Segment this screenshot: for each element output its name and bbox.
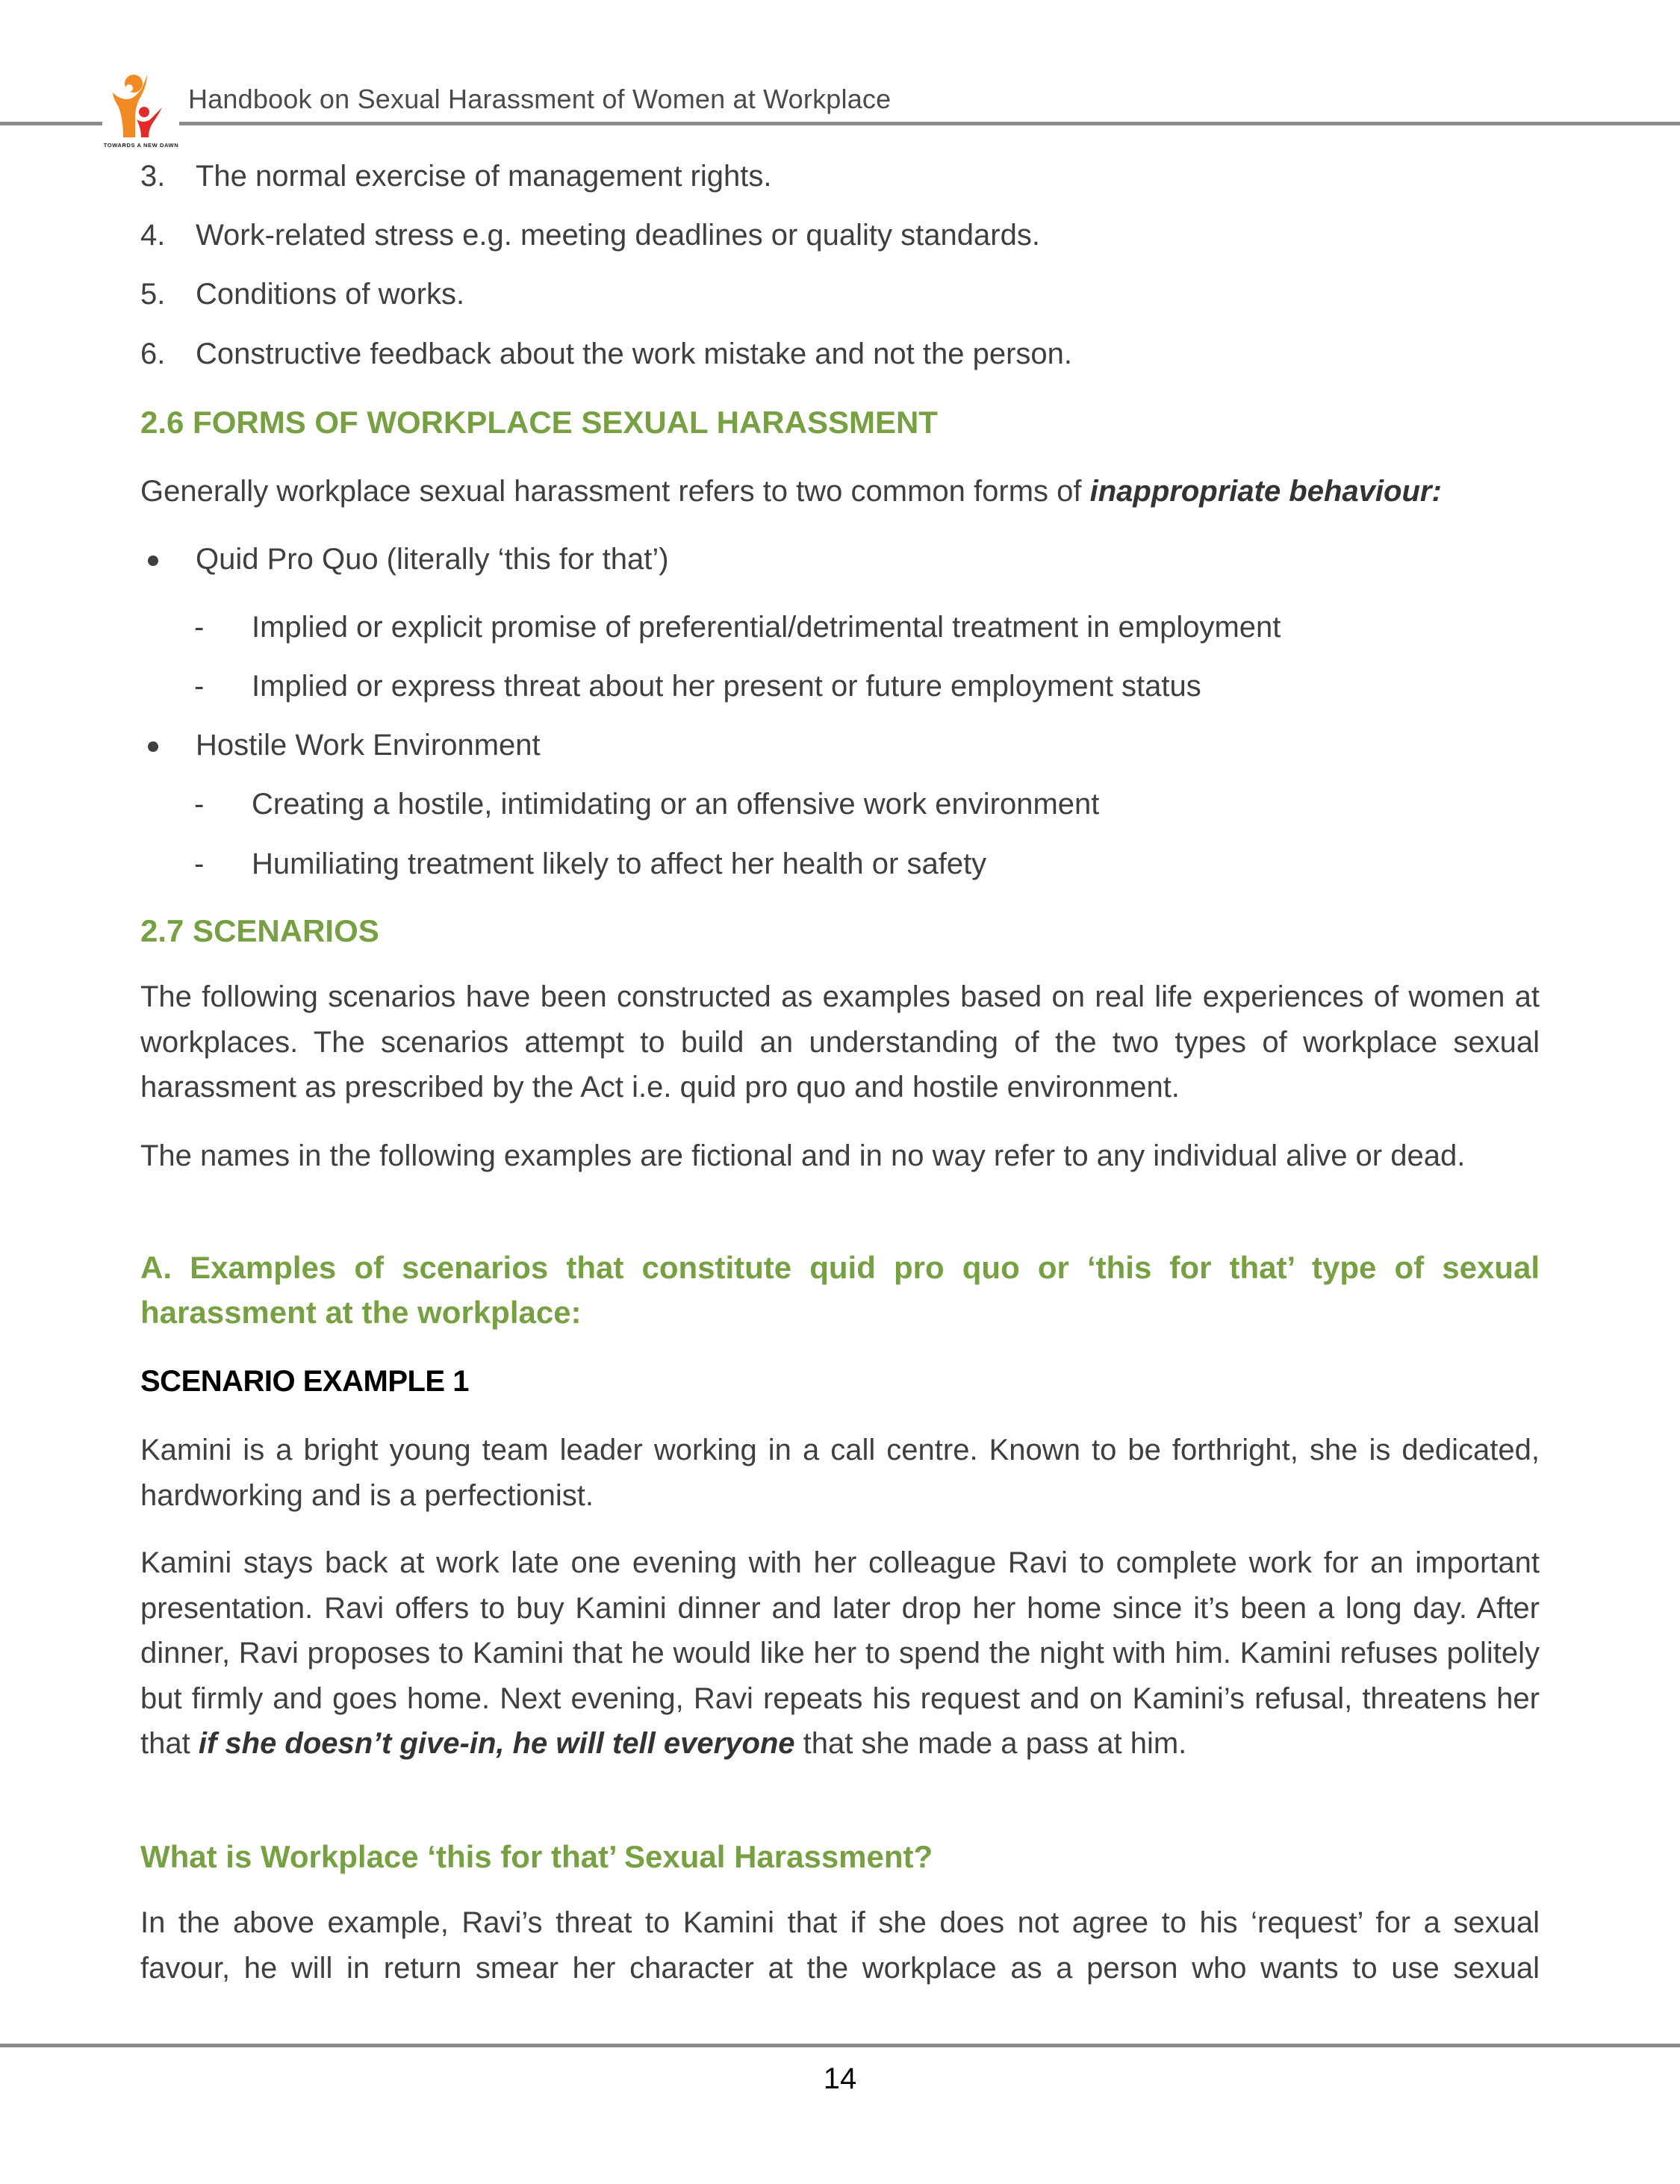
answer-paragraph: In the above example, Ravi’s threat to Kamini that if she does not agree to his ‘request’ for a sexual favour, he will in return smear her character at the workplace as a person who wants to use sexual xyxy=(140,1906,1540,1985)
question-heading: What is Workplace ‘this for that’ Sexual Harassment? xyxy=(140,1839,933,1874)
scenarios-intro-paragraph: The following scenarios have been constructed as examples based on real life experiences of women at workplaces. The scenarios attempt to build an understanding of the two types of workplace sexual harassment as prescribed by the Act i.e. quid pro quo and hostile environment. xyxy=(140,980,1540,1104)
scenario-p2-text-end: that she made a pass at him. xyxy=(794,1727,1187,1760)
section-heading-2-7: 2.7 SCENARIOS xyxy=(140,913,379,948)
footer-rule xyxy=(0,2044,1680,2047)
fictional-names-paragraph: The names in the following examples are fictional and in no way refer to any individual alive or dead. xyxy=(140,1139,1466,1172)
list-item: Conditions of works. xyxy=(196,278,465,311)
bullet-item-quid-pro-quo: Quid Pro Quo (literally ‘this for that’) xyxy=(196,543,669,576)
scenario-p2-emphasis: if she doesn’t give-in, he will tell everyone xyxy=(198,1727,795,1760)
sub-item: Humiliating treatment likely to affect her health or safety xyxy=(252,847,987,880)
sub-item: Implied or express threat about her present or future employment status xyxy=(252,670,1201,703)
sub-item: Creating a hostile, intimidating or an offensive work environment xyxy=(252,788,1100,821)
scenario-paragraph-2 xyxy=(140,1540,1540,1767)
forms-intro-paragraph xyxy=(140,475,1442,508)
list-number: 4. xyxy=(140,219,166,252)
list-number: 5. xyxy=(140,278,166,311)
header-rule-right xyxy=(179,122,1680,125)
logo-tagline: TOWARDS A NEW DAWN xyxy=(103,142,179,149)
subheading-a xyxy=(140,1245,1540,1335)
intro-emphasis: inappropriate behaviour: xyxy=(1089,475,1442,508)
list-item: The normal exercise of management rights. xyxy=(196,160,772,193)
scenario-paragraph-1: Kamini is a bright young team leader working in a call centre. Known to be forthright, she is dedicated, hardworking and is a perfectionist. xyxy=(140,1434,1540,1512)
scenario-p2-text: Kamini stays back at work late one evening with her colleague Ravi to complete work for an important presentation. Ravi offers to buy Kamini dinner and later drop her home since it’s been a long day. After dinner, Ravi proposes to Kamini that he would like her to spend the night with him. Kamini refuses politely but firmly and goes home. Next evening, Ravi repeats his request and on Kamini’s refusal, threatens her that xyxy=(140,1546,1540,1760)
intro-text: Generally workplace sexual harassment refers to two common forms of xyxy=(140,475,1090,508)
list-number: 3. xyxy=(140,160,166,193)
subheading-a-text: A. Examples of scenarios that constitute quid pro quo or ‘this for that’ type of sexual harassment at the workplace: xyxy=(140,1250,1540,1330)
organization-logo xyxy=(102,69,180,151)
list-item: Work-related stress e.g. meeting deadlines or quality standards. xyxy=(196,219,1040,252)
bullet-item-hostile-environment: Hostile Work Environment xyxy=(196,729,541,762)
dash-icon: - xyxy=(194,788,205,821)
page-number: 14 xyxy=(823,2062,857,2095)
dash-icon: - xyxy=(194,670,205,703)
bullet-dot-icon xyxy=(148,741,158,752)
section-heading-2-6: 2.6 FORMS OF WORKPLACE SEXUAL HARASSMENT xyxy=(140,405,938,440)
list-item: Constructive feedback about the work mistake and not the person. xyxy=(196,337,1073,370)
bullet-dot-icon xyxy=(148,556,158,566)
list-number: 6. xyxy=(140,337,166,370)
dash-icon: - xyxy=(194,847,205,880)
dash-icon: - xyxy=(194,611,205,644)
scenario-example-title: SCENARIO EXAMPLE 1 xyxy=(140,1365,469,1398)
sub-item: Implied or explicit promise of preferential/detrimental treatment in employment xyxy=(252,611,1281,644)
logo-figures-icon xyxy=(102,69,180,140)
document-title: Handbook on Sexual Harassment of Women at Workplace xyxy=(188,84,892,114)
header-rule-left xyxy=(0,122,102,125)
